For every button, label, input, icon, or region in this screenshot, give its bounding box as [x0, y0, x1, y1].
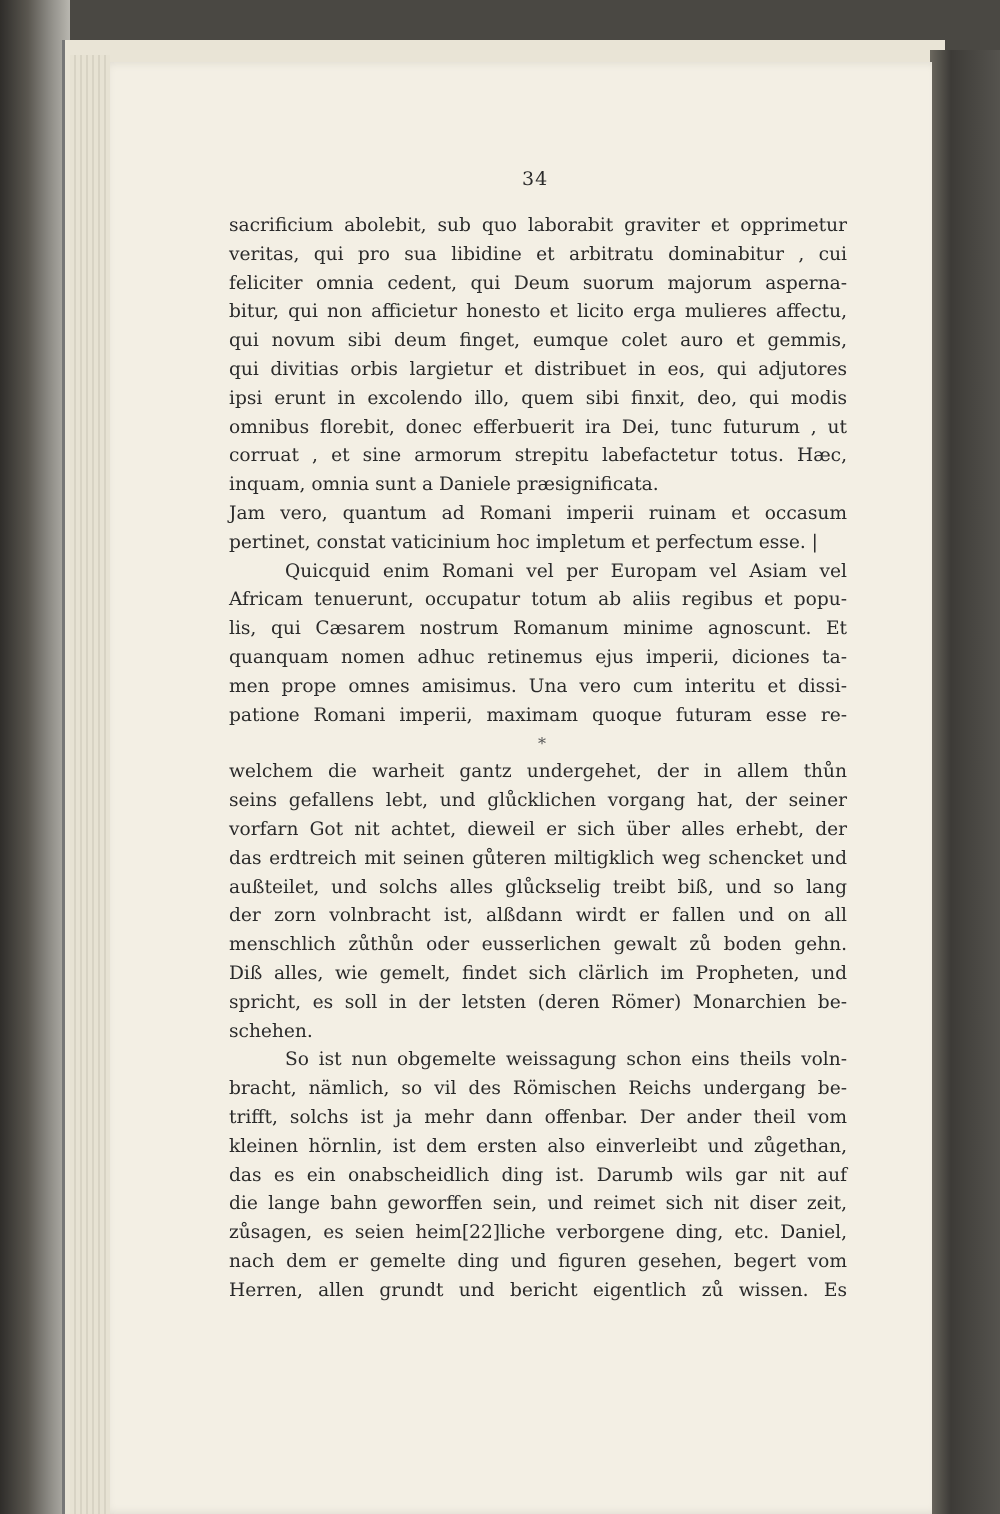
german-text-line: die lange bahn geworffen sein, und reimet sich nit diser zeit,: [229, 1193, 847, 1215]
german-text-line: trifft, solchs ist ja mehr dann offenbar. Der ander theil vom: [229, 1106, 847, 1128]
german-text-line: das es ein onabscheidlich ding ist. Darumb wils gar nit auf: [229, 1164, 847, 1186]
german-text-line: bracht, nämlich, so vil des Römischen Reichs undergang be-: [229, 1078, 847, 1100]
book-binding-left: [0, 0, 70, 1514]
page-stack-edges: [70, 55, 110, 1514]
latin-text-line: inquam, omnia sunt a Daniele præsignificata.: [229, 474, 659, 496]
latin-text-line: Africam tenuerunt, occupatur totum ab aliis regibus et popu-: [229, 589, 847, 611]
german-text-line: das erdtreich mit seinen gůteren miltigklich weg schencket und: [229, 847, 847, 869]
german-text-line: So ist nun obgemelte weissagung schon eins theils voln-: [285, 1049, 847, 1071]
latin-text-line: lis, qui Cæsarem nostrum Romanum minime agnoscunt. Et: [229, 618, 847, 640]
latin-text-line: ipsi erunt in excolendo illo, quem sibi finxit, deo, qui modis: [229, 387, 847, 409]
german-text-line: menschlich zůthůn oder eusserlichen gewalt zů boden gehn.: [229, 934, 847, 956]
latin-text-line: patione Romani imperii, maximam quoque futuram esse re-: [229, 704, 847, 726]
section-separator: *: [538, 734, 546, 754]
latin-text-section: [229, 212, 847, 730]
latin-text-line: men prope omnes amisimus. Una vero cum interitu et dissi-: [229, 675, 847, 697]
german-text-line: spricht, es soll in der letsten (deren Römer) Monarchien be-: [229, 991, 847, 1013]
german-text-line: außteilet, und solchs alles glůckselig treibt biß, und so lang: [229, 876, 847, 898]
german-text-line: schehen.: [229, 1020, 313, 1042]
german-text-line: zůsagen, es seien heim[22]liche verborgene ding, etc. Daniel,: [229, 1222, 847, 1244]
latin-text-line: feliciter omnia cedent, qui Deum suorum majorum asperna-: [229, 272, 847, 294]
german-text-line: welchem die warheit gantz undergehet, der in allem thůn: [229, 761, 847, 783]
german-text-line: der zorn volnbracht ist, alßdann wirdt er fallen und on all: [229, 905, 847, 927]
latin-text-line: qui divitias orbis largietur et distribuet in eos, qui adjutores: [229, 358, 847, 380]
german-text-line: Herren, allen grundt und bericht eigentlich zů wissen. Es: [229, 1279, 847, 1301]
book-binding-right: [930, 50, 1000, 1514]
latin-text-line: bitur, qui non afficietur honesto et licito erga mulieres affectu,: [229, 301, 847, 323]
german-text-section: [229, 758, 847, 1305]
latin-text-line: omnibus florebit, donec efferbuerit ira Dei, tunc futurum , ut: [229, 416, 847, 438]
latin-text-line: corruat , et sine armorum strepitu labefactetur totus. Hæc,: [229, 445, 847, 467]
german-text-line: vorfarn Got nit achtet, dieweil er sich über alles erhebt, der: [229, 818, 847, 840]
german-text-line: kleinen hörnlin, ist dem ersten also einverleibt und zůgethan,: [229, 1135, 847, 1157]
page-text-block: [229, 212, 847, 1305]
german-text-line: seins gefallens lebt, und glůcklichen vorgang hat, der seiner: [229, 790, 847, 812]
page-number: 34: [522, 168, 549, 190]
latin-text-line: quanquam nomen adhuc retinemus ejus imperii, diciones ta-: [229, 646, 847, 668]
latin-text-line: sacrificium abolebit, sub quo laborabit graviter et opprimetur: [229, 215, 847, 236]
latin-text-line: Jam vero, quantum ad Romani imperii ruinam et occasum: [229, 502, 847, 524]
latin-text-line: Quicquid enim Romani vel per Europam vel Asiam vel: [285, 560, 847, 582]
latin-text-line: pertinet, constat vaticinium hoc impletum et perfectum esse. |: [229, 531, 818, 553]
german-text-line: nach dem er gemelte ding und figuren gesehen, begert vom: [229, 1250, 847, 1272]
german-text-line: Diß alles, wie gemelt, findet sich clärlich im Propheten, und: [229, 962, 847, 984]
latin-text-line: qui novum sibi deum finget, eumque colet auro et gemmis,: [229, 330, 847, 352]
latin-text-line: veritas, qui pro sua libidine et arbitratu dominabitur , cui: [229, 243, 847, 265]
